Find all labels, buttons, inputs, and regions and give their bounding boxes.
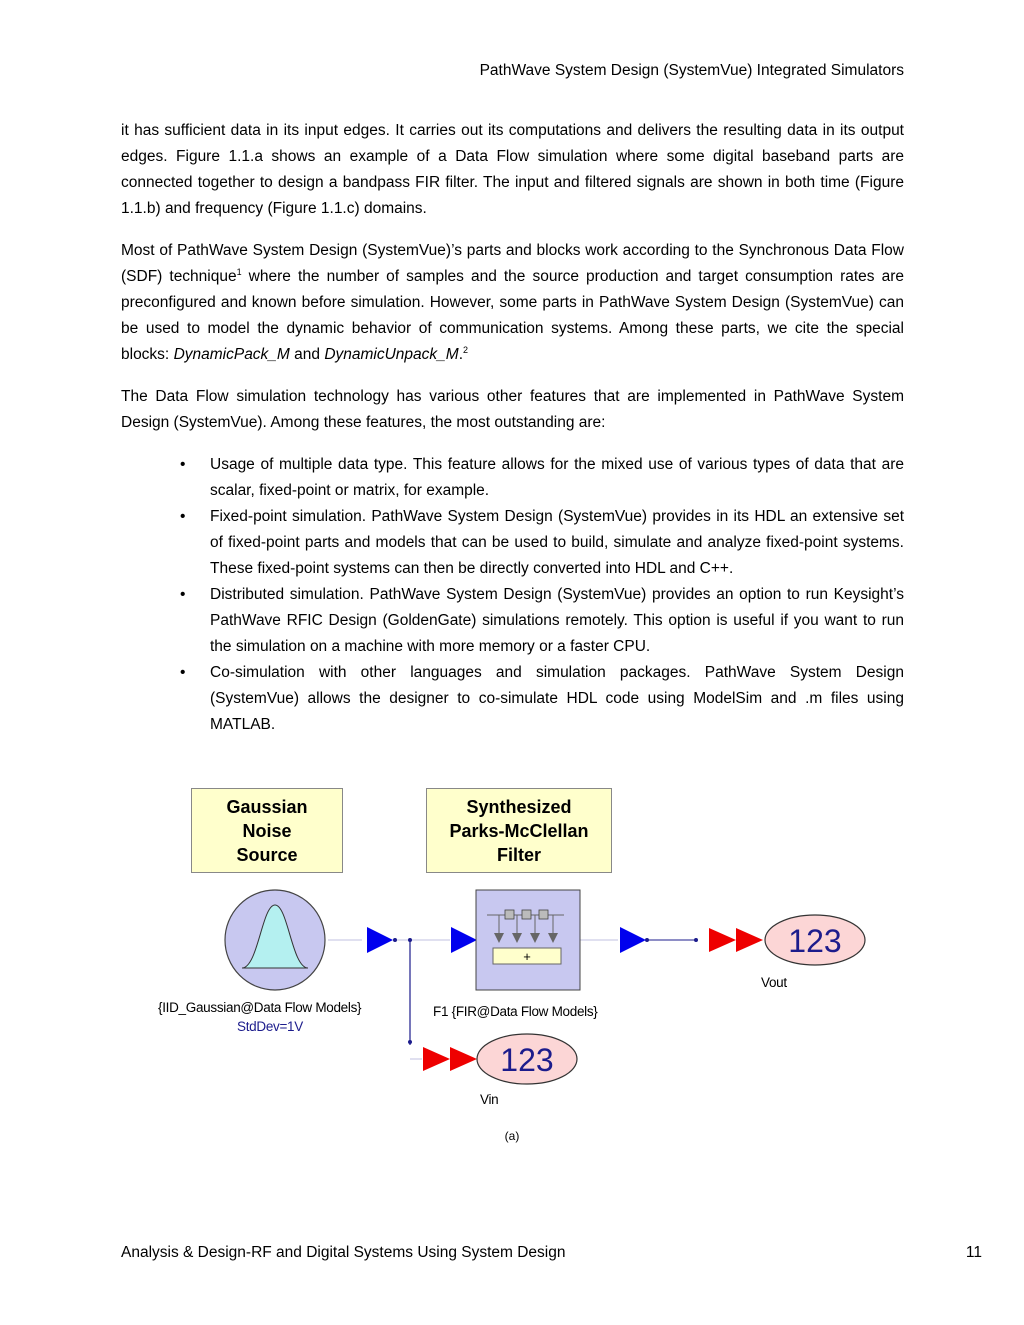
list-item-text: Co-simulation with other languages and simulation packages. PathWave System Design (SystemVue) allows the designer to co-simulate HDL code using ModelSim and .m files using MATLAB. [210, 664, 904, 733]
body-text [121, 118, 904, 738]
paragraph-2-text-a: Most of PathWave System Design (SystemVue)’s parts and blocks work according to the Synchronous Data Flow (SDF) technique [121, 242, 904, 285]
fir-filter-block[interactable] [476, 890, 580, 990]
footnote-ref-2[interactable]: 2 [463, 344, 469, 355]
list-item [121, 582, 904, 660]
footer-title: Analysis & Design-RF and Digital Systems Using System Design [121, 1244, 566, 1261]
vin-label: Vin [480, 1092, 499, 1107]
page-number: 11 [965, 1244, 982, 1261]
list-item-text: Usage of multiple data type. This feature allows for the mixed use of various types of data that are scalar, fixed-point or matrix, for example. [210, 456, 904, 499]
list-item [121, 660, 904, 738]
vout-sink-value: 123 [788, 923, 842, 959]
vin-sink-arrows-icon [423, 1047, 477, 1071]
list-item-text: Distributed simulation. PathWave System Design (SystemVue) provides an option to run Keysight’s PathWave RFIC Design (GoldenGate) simulations remotely. This option is useful if you want to run the simulation on a machine with more memory or a faster CPU. [210, 586, 904, 655]
gaussian-source-block[interactable] [225, 890, 325, 990]
list-item [121, 504, 904, 582]
feature-list [121, 452, 904, 738]
bullet-icon: • [180, 508, 186, 525]
paragraph-3: The Data Flow simulation technology has various other features that are implemented in PathWave System Design (SystemVue). Among these features, the most outstanding are: [121, 388, 904, 431]
block-name-dynamicunpack: DynamicUnpack_M [324, 346, 459, 363]
list-item-text: Fixed-point simulation. PathWave System Design (SystemVue) provides in its HDL an extensive set of fixed-point parts and models that can be used to build, simulate and analyze fixed-point systems. These fixed-point systems can then be directly converted into HDL and C++. [210, 508, 904, 577]
block-name-dynamicpack: DynamicPack_M [173, 346, 290, 363]
bullet-icon: • [180, 664, 186, 681]
vout-sink-arrows-icon [709, 928, 763, 952]
filter-input-arrow-icon [451, 927, 477, 953]
data-flow-schematic [150, 785, 880, 1125]
vin-sink-value: 123 [500, 1042, 554, 1078]
source-output-arrow-icon [367, 927, 393, 953]
filter-sum-symbol: + [523, 949, 531, 964]
paragraph-2-text-c: and [289, 346, 325, 363]
list-item [121, 452, 904, 504]
paragraph-2 [121, 238, 904, 368]
figure-caption: (a) [504, 1129, 520, 1143]
filter-model-label: F1 {FIR@Data Flow Models} [433, 1004, 598, 1019]
paragraph-1: it has sufficient data in its input edges. It carries out its computations and delivers the resulting data in its output edges. Figure 1.1.a shows an example of a Data Flow simulation where some digital baseband parts are connected together to design a bandpass FIR filter. The input and filtered signals are shown in both time (Figure 1.1.b) and frequency (Figure 1.1.c) domains. [121, 122, 904, 217]
paragraph-2-text-b: where the number of samples and the source production and target consumption rates are preconfigured and known before simulation. However, some parts in PathWave System Design (SystemVue) can be used to model the dynamic behavior of communication systems. Among these parts, we cite the special blocks: [121, 268, 904, 363]
source-param-label: StdDev=1V [237, 1019, 303, 1034]
bullet-icon: • [180, 586, 186, 603]
source-model-label: {IID_Gaussian@Data Flow Models} [158, 1000, 362, 1015]
filter-output-arrow-icon [620, 927, 646, 953]
bullet-icon: • [180, 456, 186, 473]
footnote-ref-1[interactable]: 1 [236, 266, 242, 277]
schematic-svg [150, 785, 880, 1125]
filter-title: Synthesized Parks-McClellan Filter [449, 796, 589, 865]
vout-label: Vout [761, 975, 787, 990]
source-title: Gaussian Noise Source [226, 796, 308, 865]
page-header: PathWave System Design (SystemVue) Integrated Simulators [479, 62, 904, 79]
paragraph-2-text-d: . [458, 346, 464, 363]
